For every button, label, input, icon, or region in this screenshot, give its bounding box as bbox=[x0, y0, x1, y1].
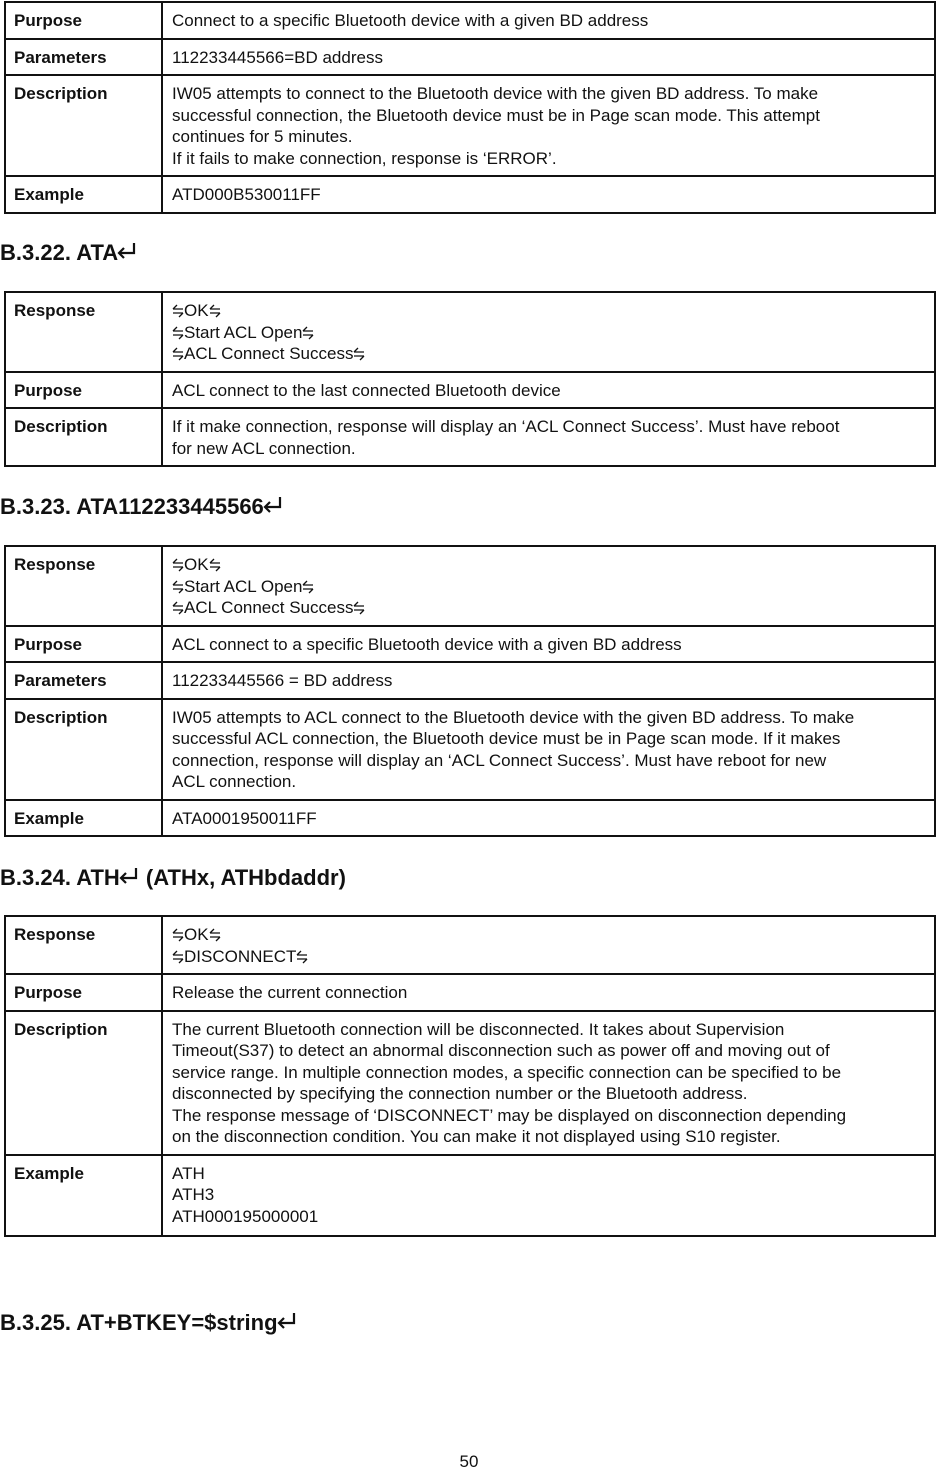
crlf-icon bbox=[302, 326, 314, 340]
row-key: Description bbox=[5, 408, 162, 466]
row-key: Description bbox=[5, 75, 162, 176]
row-key: Response bbox=[5, 292, 162, 372]
table-row bbox=[5, 699, 935, 800]
row-value: The current Bluetooth connection will be disconnected. It takes about Supervision Timeout(S37) to detect an abnormal disconnection such as power off and moving out of service range. In multiple connection modes, a specific connection can be specified to be disconnected by specifying the connection number or the Bluetooth address. The response message of ‘DISCONNECT’ may be displayed on disconnection depending on the disconnection condition. You can make it not displayed using S10 register. bbox=[162, 1011, 935, 1155]
section-heading-b324: B.3.24. ATH (ATHx, ATHbdaddr) bbox=[0, 865, 346, 890]
enter-key-icon bbox=[116, 241, 138, 261]
crlf-icon bbox=[353, 347, 365, 361]
row-key: Description bbox=[5, 1011, 162, 1155]
row-value: ATH ATH3 ATH000195000001 bbox=[162, 1155, 935, 1237]
crlf-icon bbox=[172, 601, 184, 615]
crlf-icon bbox=[172, 580, 184, 594]
table-row bbox=[5, 408, 935, 466]
row-value: Release the current connection bbox=[162, 974, 935, 1011]
table-row bbox=[5, 916, 935, 974]
section-heading-b323: B.3.23. ATA112233445566 bbox=[0, 493, 284, 521]
table-row bbox=[5, 2, 935, 39]
row-value: 112233445566 = BD address bbox=[162, 662, 935, 699]
row-value: ACL connect to a specific Bluetooth device with a given BD address bbox=[162, 626, 935, 663]
row-value: ATD000B530011FF bbox=[162, 176, 935, 213]
crlf-icon bbox=[209, 304, 221, 318]
response-lines: OK Start ACL Open ACL Connect Success bbox=[162, 546, 935, 626]
table-row bbox=[5, 974, 935, 1011]
crlf-icon bbox=[172, 558, 184, 572]
crlf-icon bbox=[209, 558, 221, 572]
command-table-ata-bdaddr bbox=[4, 545, 936, 837]
row-key: Purpose bbox=[5, 2, 162, 39]
table-row bbox=[5, 626, 935, 663]
crlf-icon bbox=[172, 347, 184, 361]
row-value: IW05 attempts to ACL connect to the Bluetooth device with the given BD address. To make successful ACL connection, the Bluetooth device must be in Page scan mode. If it makes connection, response will display an ‘ACL Connect Success’. Must have reboot for new ACL connection. bbox=[162, 699, 935, 800]
crlf-icon bbox=[172, 326, 184, 340]
table-row bbox=[5, 1155, 935, 1237]
row-key: Purpose bbox=[5, 626, 162, 663]
enter-key-icon bbox=[118, 866, 140, 886]
row-key: Example bbox=[5, 800, 162, 837]
response-lines: OK Start ACL Open ACL Connect Success bbox=[162, 292, 935, 372]
enter-key-icon bbox=[276, 1311, 298, 1331]
response-lines: OK DISCONNECT bbox=[162, 916, 935, 974]
row-key: Parameters bbox=[5, 662, 162, 699]
crlf-icon bbox=[209, 928, 221, 942]
table-row bbox=[5, 292, 935, 372]
row-value: IW05 attempts to connect to the Bluetooth device with the given BD address. To make successful connection, the Bluetooth device must be in Page scan mode. This attempt continues for 5 minutes. If it fails to make connection, response is ‘ERROR’. bbox=[162, 75, 935, 176]
row-value: 112233445566=BD address bbox=[162, 39, 935, 76]
row-key: Description bbox=[5, 699, 162, 800]
crlf-icon bbox=[302, 580, 314, 594]
command-table-atd bbox=[4, 1, 936, 214]
page-number: 50 bbox=[459, 1452, 479, 1471]
row-value: ATA0001950011FF bbox=[162, 800, 935, 837]
table-row bbox=[5, 546, 935, 626]
crlf-icon bbox=[172, 928, 184, 942]
row-key: Response bbox=[5, 546, 162, 626]
row-key: Example bbox=[5, 1155, 162, 1237]
table-row bbox=[5, 662, 935, 699]
row-value: If it make connection, response will display an ‘ACL Connect Success’. Must have reboot for new ACL connection. bbox=[162, 408, 935, 466]
table-row bbox=[5, 176, 935, 213]
row-value: ACL connect to the last connected Bluetooth device bbox=[162, 372, 935, 409]
row-key: Purpose bbox=[5, 974, 162, 1011]
command-table-ata bbox=[4, 291, 936, 467]
section-heading-b322: B.3.22. ATA bbox=[0, 239, 138, 267]
crlf-icon bbox=[172, 950, 184, 964]
crlf-icon bbox=[353, 601, 365, 615]
command-table-ath bbox=[4, 915, 936, 1237]
row-key: Parameters bbox=[5, 39, 162, 76]
row-key: Example bbox=[5, 176, 162, 213]
row-key: Response bbox=[5, 916, 162, 974]
table-row bbox=[5, 39, 935, 76]
row-key: Purpose bbox=[5, 372, 162, 409]
table-row bbox=[5, 800, 935, 837]
row-value: Connect to a specific Bluetooth device with a given BD address bbox=[162, 2, 935, 39]
crlf-icon bbox=[172, 304, 184, 318]
enter-key-icon bbox=[262, 495, 284, 515]
section-heading-b325: B.3.25. AT+BTKEY=$string bbox=[0, 1309, 298, 1337]
table-row bbox=[5, 372, 935, 409]
table-row bbox=[5, 75, 935, 176]
table-row bbox=[5, 1011, 935, 1155]
crlf-icon bbox=[296, 950, 308, 964]
